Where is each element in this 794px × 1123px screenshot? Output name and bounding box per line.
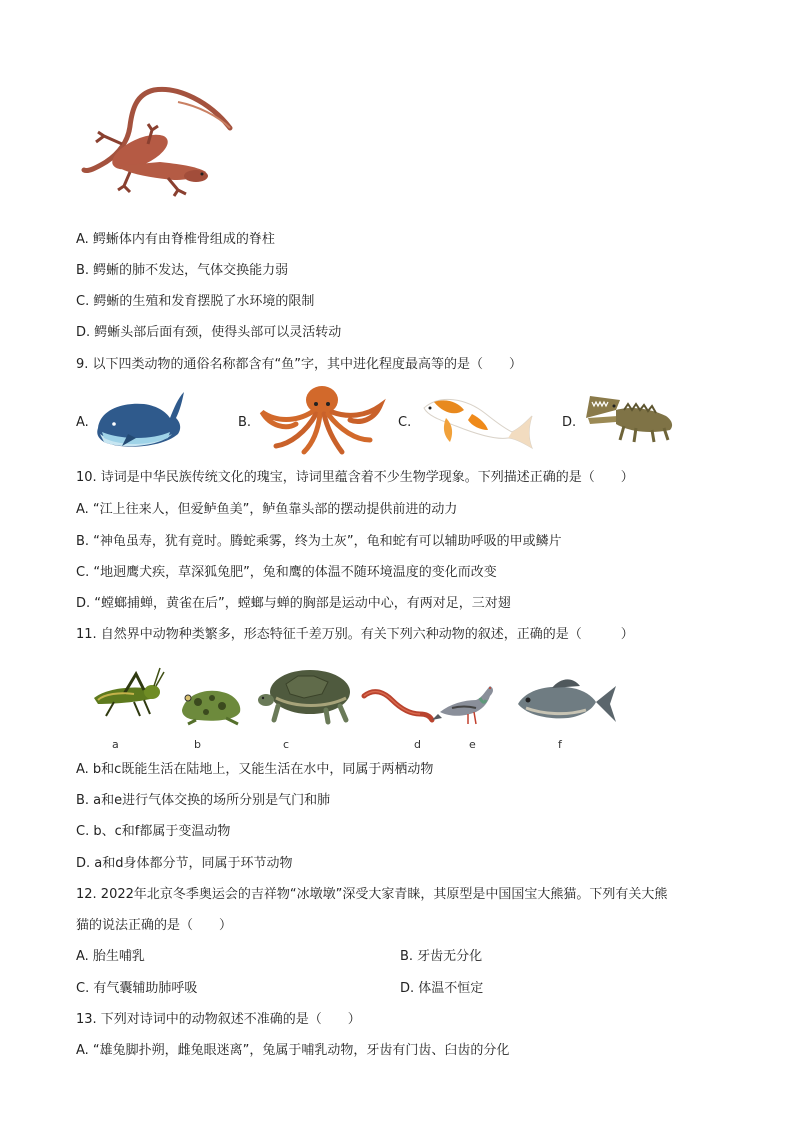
q10-option-c: C. “地迥鹰犬疾，草深狐兔肥”，兔和鹰的体温不随环境温度的变化而改变 (76, 565, 497, 580)
grasshopper-image (84, 664, 166, 720)
q9-label-c: C. (398, 415, 412, 430)
q9-label-a: A. (76, 415, 89, 430)
turtle-image (256, 662, 360, 726)
caption-a: a (112, 738, 119, 751)
pigeon-image (432, 678, 496, 730)
q8-option-d: D. 鳄蜥头部后面有颈，使得头部可以灵活转动 (76, 325, 342, 340)
q10-option-b: B. “神龟虽寿，犹有竟时。腾蛇乘雾，终为土灰”，龟和蛇有可以辅助呼吸的甲或鳞片 (76, 534, 562, 549)
q9-stem: 9. 以下四类动物的通俗名称都含有“鱼”字，其中进化程度最高等的是（ ） (76, 357, 523, 372)
octopus-image (256, 382, 386, 456)
caption-e: e (469, 738, 476, 751)
q8-option-b: B. 鳄蜥的肺不发达，气体交换能力弱 (76, 263, 289, 278)
koi-image (416, 388, 534, 452)
caption-b: b (194, 738, 201, 751)
earthworm-image (360, 684, 436, 724)
q10-option-d: D. “螳螂捕蝉，黄雀在后”，螳螂与蝉的胸部是运动中心，有两对足，三对翅 (76, 596, 511, 611)
q12-option-b: B. 牙齿无分化 (400, 949, 483, 964)
q8-option-a: A. 鳄蜥体内有由脊椎骨组成的脊柱 (76, 232, 275, 247)
q11-option-b: B. a和e进行气体交换的场所分别是气门和肺 (76, 793, 331, 808)
q13-option-a: A. “雄兔脚扑朔，雌兔眼迷离”，兔属于哺乳动物，牙齿有门齿、臼齿的分化 (76, 1043, 510, 1058)
q11-option-d: D. a和d身体都分节，同属于环节动物 (76, 856, 293, 871)
caption-c: c (283, 738, 290, 751)
q9-label-d: D. (562, 415, 577, 430)
lizard-image (78, 82, 238, 200)
q12-option-c: C. 有气囊辅助肺呼吸 (76, 981, 198, 996)
q11-stem: 11. 自然界中动物种类繁多，形态特征千差万别。有关下列六种动物的叙述，正确的是（ ） (76, 627, 634, 642)
q10-stem: 10. 诗词是中华民族传统文化的瑰宝，诗词里蕴含着不少生物学现象。下列描述正确的是（ ） (76, 470, 634, 485)
caption-f: f (558, 738, 562, 751)
whale-image (92, 388, 188, 454)
q10-option-a: A. “江上往来人，但爱鲈鱼美”，鲈鱼靠头部的摆动提供前进的动力 (76, 502, 458, 517)
q12-stem-line1: 12. 2022年北京冬季奥运会的吉祥物“冰墩墩”深受大家青睐，其原型是中国国宝大熊猫。下列有关大熊 (76, 887, 668, 902)
frog-image (176, 680, 246, 726)
q9-label-b: B. (238, 415, 252, 430)
caption-d: d (414, 738, 421, 751)
q12-option-d: D. 体温不恒定 (400, 981, 484, 996)
q12-option-a: A. 胎生哺乳 (76, 949, 145, 964)
q11-option-a: A. b和c既能生活在陆地上，又能生活在水中，同属于两栖动物 (76, 762, 434, 777)
crocodile-image (580, 392, 676, 448)
q8-option-c: C. 鳄蜥的生殖和发育摆脱了水环境的限制 (76, 294, 315, 309)
q11-option-c: C. b、c和f都属于变温动物 (76, 824, 231, 839)
q13-stem: 13. 下列对诗词中的动物叙述不准确的是（ ） (76, 1012, 361, 1027)
fish-image (512, 672, 620, 734)
q12-stem-line2: 猫的说法正确的是（ ） (76, 918, 233, 933)
